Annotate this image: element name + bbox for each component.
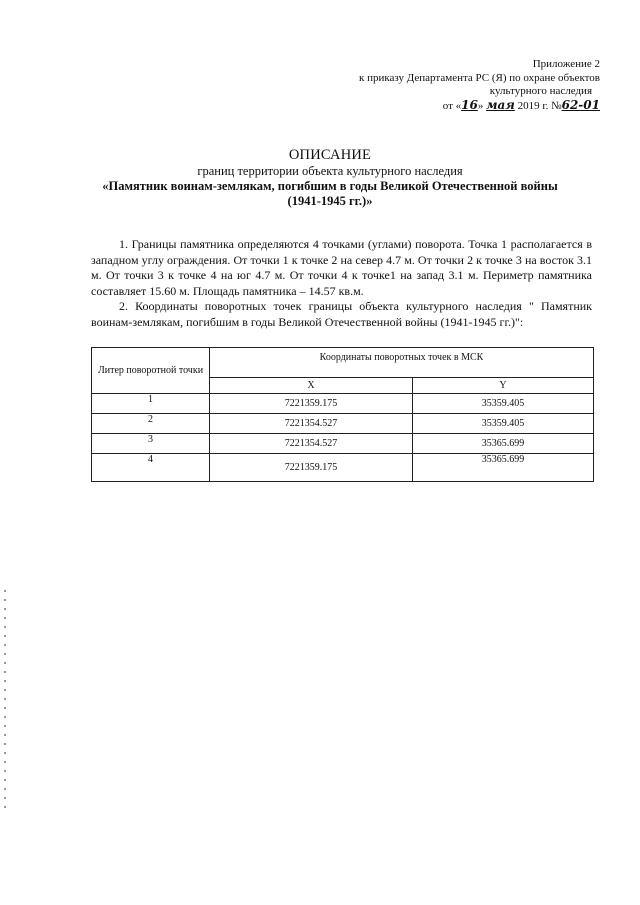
cell-point: 1 xyxy=(92,394,210,414)
annex-line-2: к приказу Департамента РС (Я) по охране объектов xyxy=(358,71,600,84)
monument-name-line-2: (1941-1945 гг.)» xyxy=(287,194,373,208)
date-sep: » xyxy=(477,99,487,112)
coordinates-table xyxy=(91,347,594,482)
annex-date-line xyxy=(280,99,600,114)
paragraph-2: 2. Координаты поворотных точек границы объекта культурного наследия " Памятник воинам-землякам, погибшим в годы Великой Отечественной войны (1941-1945 гг.)": xyxy=(91,299,592,329)
scan-margin-marks xyxy=(4,590,6,810)
header-coords: Координаты поворотных точек в МСК xyxy=(209,348,593,378)
annex-header xyxy=(280,58,600,113)
cell-y: 35359.405 xyxy=(412,394,593,414)
paragraph-1: 1. Границы памятника определяются 4 точками (углами) поворота. Точка 1 располагается в западном углу ограждения. От точки 1 к точке 2 на север 4.7 м. От точки 2 к точке 3 на восток 3.1 м. От точки 3 к точке 4 на юг 4.7 м. От точки 4 к точке1 на запад 3.1 м. Периметр памятника составляет 15.60 м. Площадь памятника – 14.57 кв.м. xyxy=(91,237,592,298)
order-number: 62-01 xyxy=(561,97,600,112)
table-row xyxy=(92,434,594,454)
table-row xyxy=(92,454,594,482)
table-header-row xyxy=(92,348,594,378)
header-x: X xyxy=(209,378,412,394)
monument-name-line-1: «Памятник воинам-землякам, погибшим в годы Великой Отечественной войны xyxy=(102,179,558,193)
document-title: ОПИСАНИЕ xyxy=(288,147,372,163)
date-month: мая xyxy=(486,97,515,112)
cell-point: 4 xyxy=(92,454,210,482)
table-row xyxy=(92,414,594,434)
cell-x: 7221359.175 xyxy=(209,454,412,482)
header-point: Литер поворотной точки xyxy=(92,348,210,394)
header-y: Y xyxy=(412,378,593,394)
table-row xyxy=(92,394,594,414)
date-day: 16 xyxy=(461,97,478,112)
date-year: 2019 г. № xyxy=(514,99,562,112)
cell-point: 2 xyxy=(92,414,210,434)
date-prefix: от « xyxy=(442,99,462,112)
cell-x: 7221359.175 xyxy=(209,394,412,414)
annex-line-1: Приложение 2 xyxy=(532,58,600,70)
cell-x: 7221354.527 xyxy=(209,414,412,434)
document-heading xyxy=(60,147,600,209)
document-subtitle: границ территории объекта культурного наследия xyxy=(197,164,463,178)
cell-y: 35365.699 xyxy=(412,454,593,482)
cell-y: 35359.405 xyxy=(412,414,593,434)
annex-line-3: культурного наследия xyxy=(489,85,592,97)
cell-point: 3 xyxy=(92,434,210,454)
document-body xyxy=(91,237,592,330)
cell-x: 7221354.527 xyxy=(209,434,412,454)
cell-y: 35365.699 xyxy=(412,434,593,454)
